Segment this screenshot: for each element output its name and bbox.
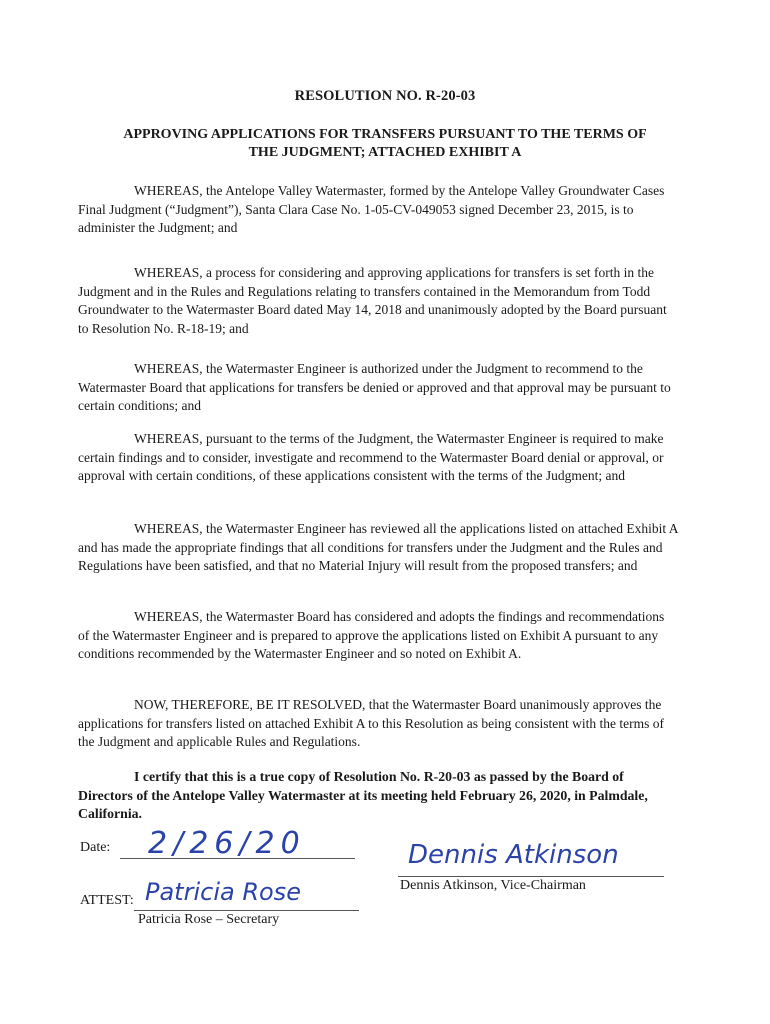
paragraph-whereas-4: WHEREAS, pursuant to the terms of the Judgment, the Watermaster Engineer is required to make certain findings and to consider, investigate and recommend to the Watermaster Board denial or approval, or approval with certain conditions, of these applications consistent with the terms of the Judgment; and bbox=[78, 431, 664, 484]
paragraph-whereas-5: WHEREAS, the Watermaster Engineer has reviewed all the applications listed on attached Exhibit A and has made the appropriate findings that all conditions for transfers under the Judgment and the Rules and Regulations have been satisfied, and that no Material Injury will result from the proposed transfers; and bbox=[78, 521, 678, 574]
vice-chair-line bbox=[398, 876, 664, 877]
subtitle-line-1: APPROVING APPLICATIONS FOR TRANSFERS PURSUANT TO THE TERMS OF bbox=[123, 127, 647, 142]
attest-signature: Patricia Rose bbox=[145, 878, 301, 906]
paragraph-resolved: NOW, THEREFORE, BE IT RESOLVED, that the Watermaster Board unanimously approves the applications for transfers listed on attached Exhibit A to this Resolution as being consistent with the terms of the Judgment and applicable Rules and Regulations. bbox=[78, 697, 665, 750]
date-label: Date: bbox=[80, 840, 111, 855]
vice-chair-signature: Dennis Atkinson bbox=[408, 840, 619, 870]
resolution-subtitle bbox=[60, 126, 710, 162]
vice-chair-name: Dennis Atkinson, Vice-Chairman bbox=[400, 878, 586, 893]
subtitle-line-2: THE JUDGMENT; ATTACHED EXHIBIT A bbox=[248, 145, 522, 160]
paragraph-whereas-1: WHEREAS, the Antelope Valley Watermaster, formed by the Antelope Valley Groundwater Cases Final Judgment (“Judgment”), Santa Clara Case No. 1-05-CV-049053 signed December 23, 2015, is to administer the Judgment; and bbox=[78, 183, 665, 236]
attest-name: Patricia Rose – Secretary bbox=[138, 912, 280, 927]
resolution-title: RESOLUTION NO. R-20-03 bbox=[294, 88, 476, 104]
date-handwritten: 2/26/20 bbox=[148, 826, 306, 861]
paragraph-whereas-2: WHEREAS, a process for considering and approving applications for transfers is set forth in the Judgment and in the Rules and Regulations relating to transfers contained in the Memorandum from Todd Groundwater to the Watermaster Board dated May 14, 2018 and unanimously adopted by the Board pursuant to Resolution No. R-18-19; and bbox=[78, 265, 667, 336]
attest-line bbox=[134, 910, 359, 911]
certification-statement: I certify that this is a true copy of Resolution No. R-20-03 as passed by the Board of Directors of the Antelope Valley Watermaster at its meeting held February 26, 2020, in Palmdale, California. bbox=[78, 769, 648, 822]
paragraph-whereas-3: WHEREAS, the Watermaster Engineer is authorized under the Judgment to recommend to the Watermaster Board that applications for transfers be denied or approved and that approval may be pursuant to certain conditions; and bbox=[78, 361, 671, 414]
paragraph-whereas-6: WHEREAS, the Watermaster Board has considered and adopts the findings and recommendations of the Watermaster Engineer and is prepared to approve the applications listed on Exhibit A pursuant to any conditions recommended by the Watermaster Engineer and so noted on Exhibit A. bbox=[78, 609, 665, 662]
attest-label: ATTEST: bbox=[80, 893, 134, 908]
